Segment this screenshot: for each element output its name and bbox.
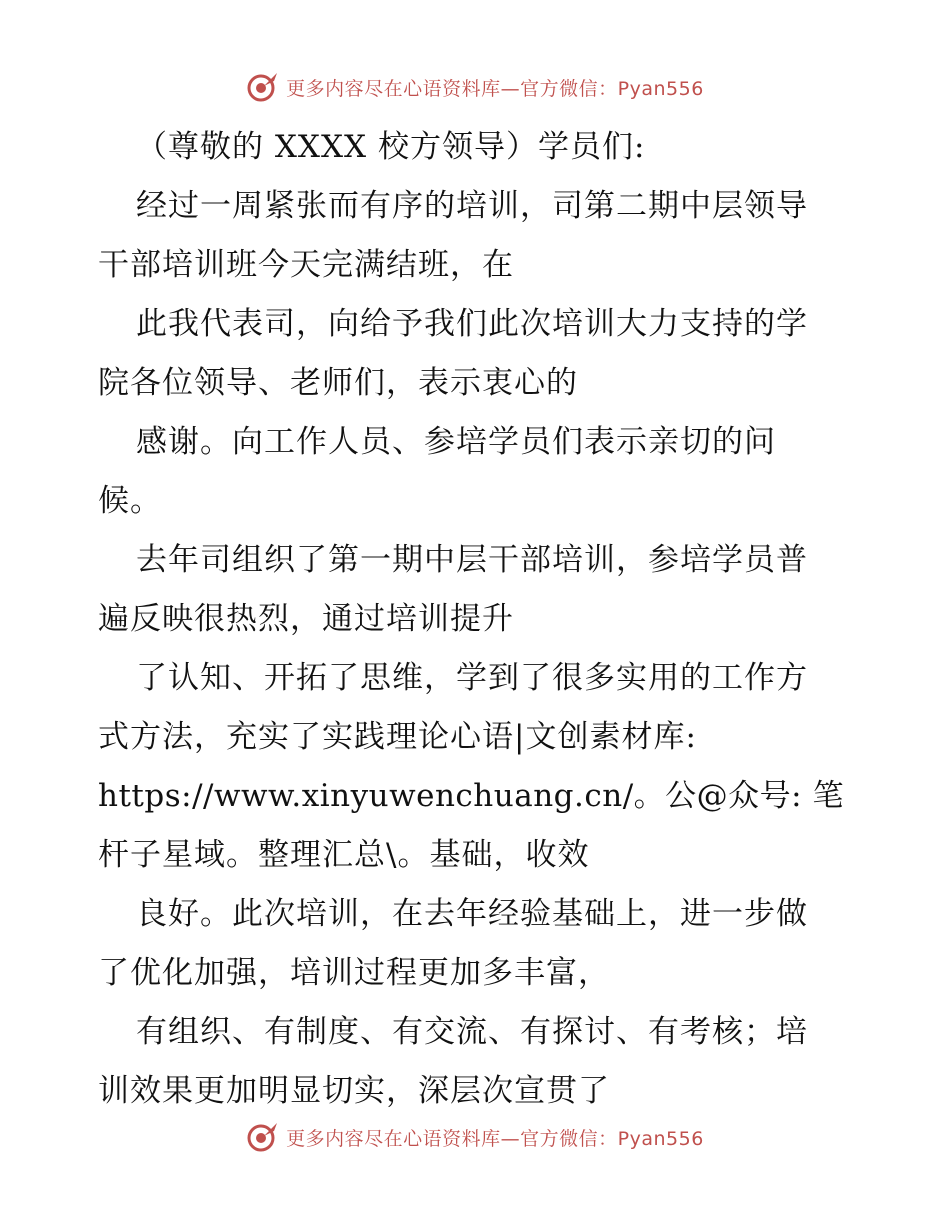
text-line: 感谢。向工作人员、参培学员们表示亲切的问 bbox=[136, 424, 776, 460]
feather-seal-icon bbox=[246, 70, 280, 104]
text-line: 经过一周紧张而有序的培训，司第二期中层领导 bbox=[136, 188, 808, 224]
text-line: https://www.xinyuwenchuang.cn/。公@众号: 笔 bbox=[98, 778, 844, 814]
text-line: （尊敬的 XXXX 校方领导）学员们: bbox=[136, 129, 646, 165]
text-line: 有组织、有制度、有交流、有探讨、有考核；培 bbox=[136, 1014, 808, 1050]
text-line: 了认知、开拓了思维，学到了很多实用的工作方 bbox=[136, 660, 808, 696]
text-line: 此我代表司，向给予我们此次培训大力支持的学 bbox=[136, 306, 808, 342]
wechat-id: Pyan556 bbox=[617, 1127, 704, 1150]
header-banner bbox=[0, 70, 950, 104]
text-line: 良好。此次培训，在去年经验基础上，进一步做 bbox=[136, 896, 808, 932]
text-line: 遍反映很热烈，通过培训提升 bbox=[98, 601, 514, 637]
text-line: 了优化加强，培训过程更加多丰富， bbox=[98, 955, 610, 991]
wechat-id: Pyan556 bbox=[617, 77, 704, 100]
footer-banner bbox=[0, 1120, 950, 1154]
text-line: 杆子星域。整理汇总\。基础，收效 bbox=[98, 837, 590, 873]
banner-text: 更多内容尽在心语资料库—官方微信：Pyan556 bbox=[286, 1127, 704, 1150]
text-line: 式方法，充实了实践理论心语|文创素材库: bbox=[98, 719, 697, 755]
text-line: 去年司组织了第一期中层干部培训，参培学员普 bbox=[136, 542, 808, 578]
document-body bbox=[98, 118, 858, 1121]
text-line: 院各位领导、老师们，表示衷心的 bbox=[98, 365, 578, 401]
text-line: 训效果更加明显切实，深层次宣贯了 bbox=[98, 1073, 610, 1109]
banner-text: 更多内容尽在心语资料库—官方微信：Pyan556 bbox=[286, 77, 704, 100]
text-line: 干部培训班今天完满结班，在 bbox=[98, 247, 514, 283]
text-line: 候。 bbox=[98, 483, 162, 519]
feather-seal-icon bbox=[246, 1120, 280, 1154]
